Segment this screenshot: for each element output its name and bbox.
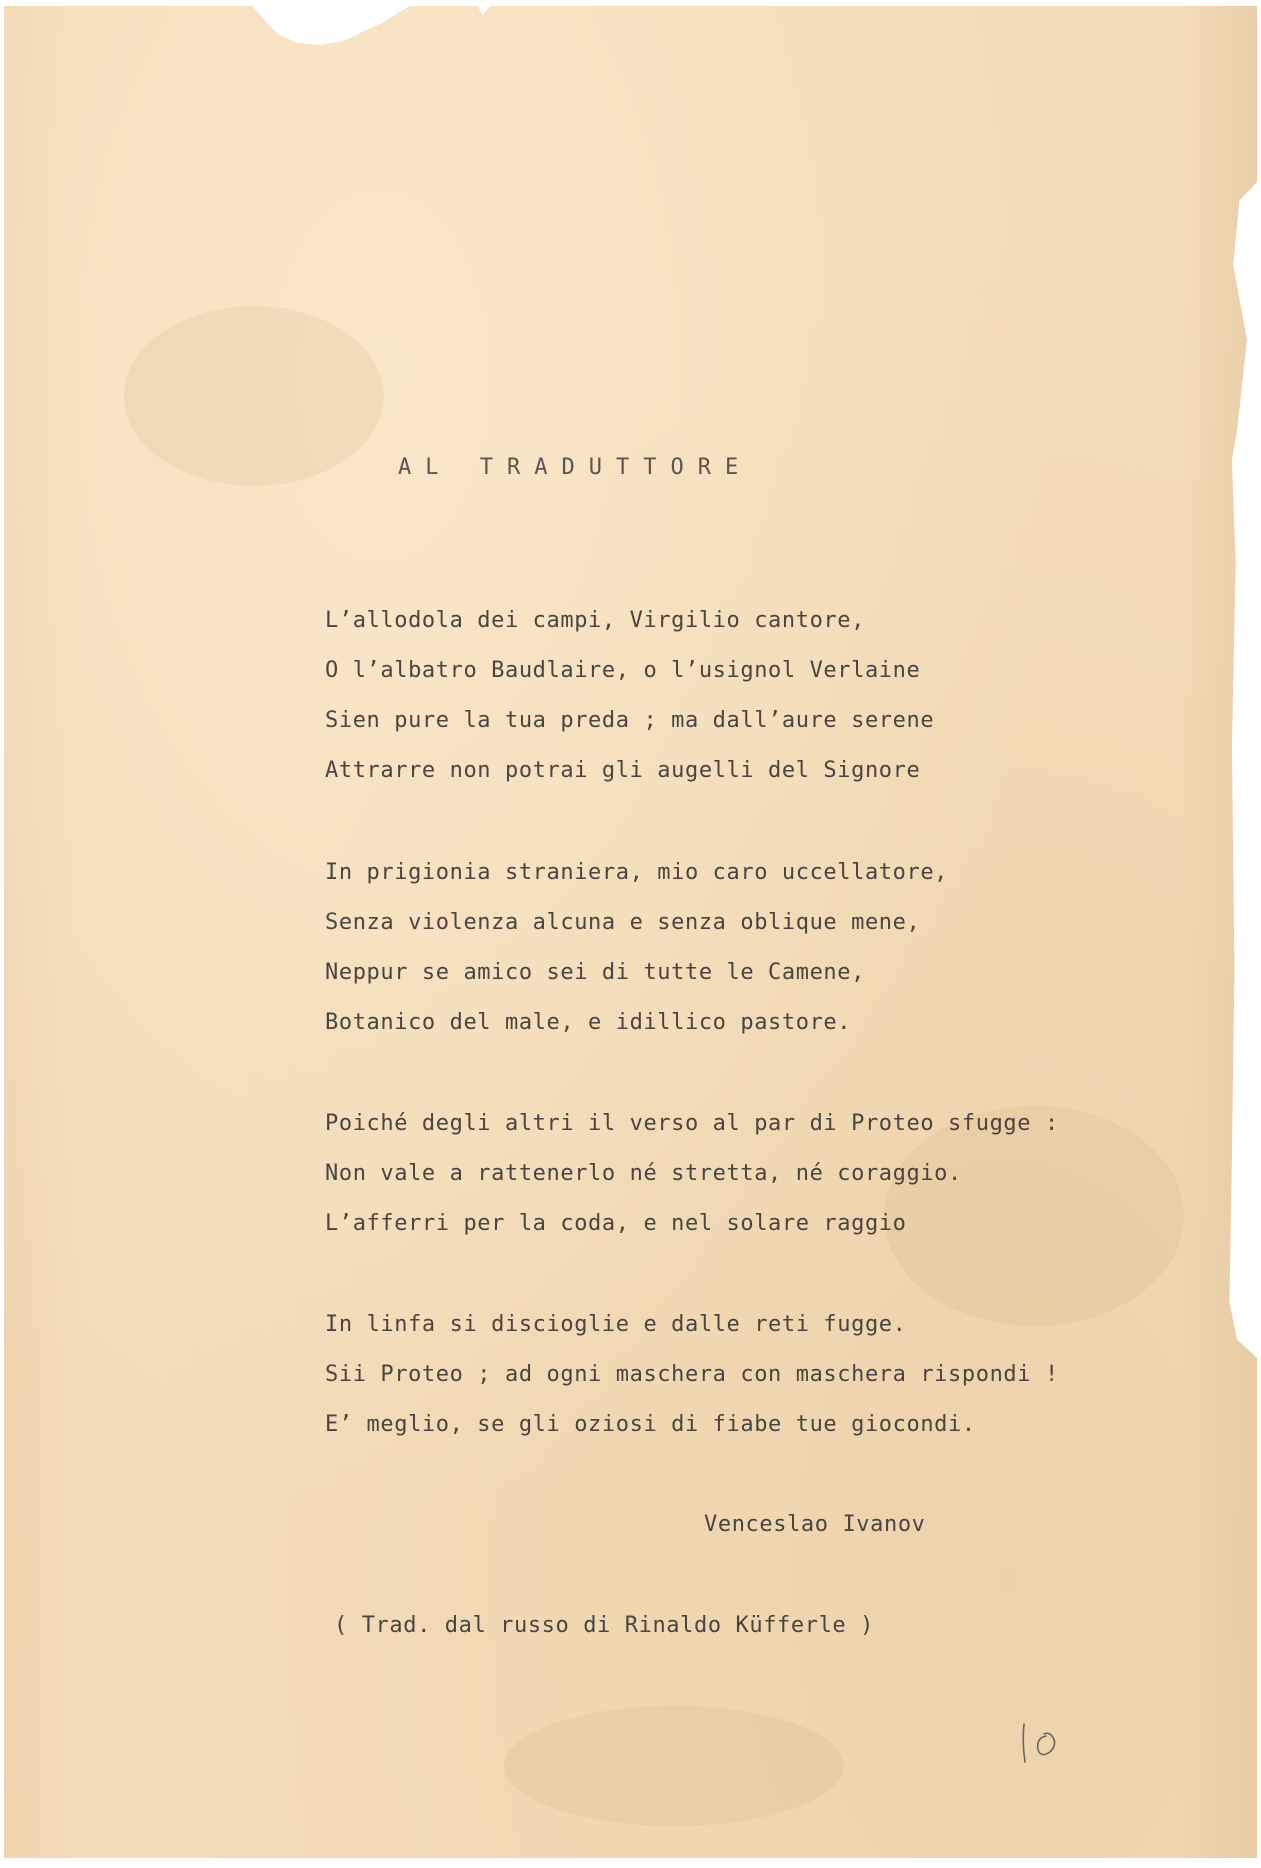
- handwritten-page-number: [1016, 1718, 1076, 1768]
- poem-line: E’ meglio, se gli oziosi di fiabe tue giocondi.: [325, 1412, 976, 1437]
- poem-author: Venceslao Ivanov: [704, 1512, 926, 1537]
- poem-line: Non vale a rattenerlo né stretta, né coraggio.: [325, 1161, 962, 1186]
- paper-stain: [884, 1106, 1184, 1326]
- poem-line: Poiché degli altri il verso al par di Proteo sfugge :: [325, 1111, 1059, 1136]
- poem-line: In prigionia straniera, mio caro uccellatore,: [325, 860, 949, 885]
- poem-line: Botanico del male, e idillico pastore.: [325, 1010, 852, 1035]
- poem-line: L’allodola dei campi, Virgilio cantore,: [325, 608, 865, 633]
- translation-credit: ( Trad. dal russo di Rinaldo Küfferle ): [334, 1613, 874, 1638]
- poem-line: Neppur se amico sei di tutte le Camene,: [325, 960, 865, 985]
- poem-line: O l’albatro Baudlaire, o l’usignol Verlaine: [325, 658, 921, 683]
- poem-title: AL TRADUTTORE: [398, 455, 753, 480]
- paper-stain: [504, 1706, 844, 1826]
- poem-line: Attrarre non potrai gli augelli del Signore: [325, 758, 921, 783]
- poem-line: Senza violenza alcuna e senza oblique mene,: [325, 910, 921, 935]
- poem-line: In linfa si discioglie e dalle reti fugge.: [325, 1312, 907, 1337]
- poem-line: Sii Proteo ; ad ogni maschera con maschera rispondi !: [325, 1362, 1059, 1387]
- poem-line: L’afferri per la coda, e nel solare raggio: [325, 1211, 907, 1236]
- poem-line: Sien pure la tua preda ; ma dall’aure serene: [325, 708, 935, 733]
- paper-stain: [124, 306, 384, 486]
